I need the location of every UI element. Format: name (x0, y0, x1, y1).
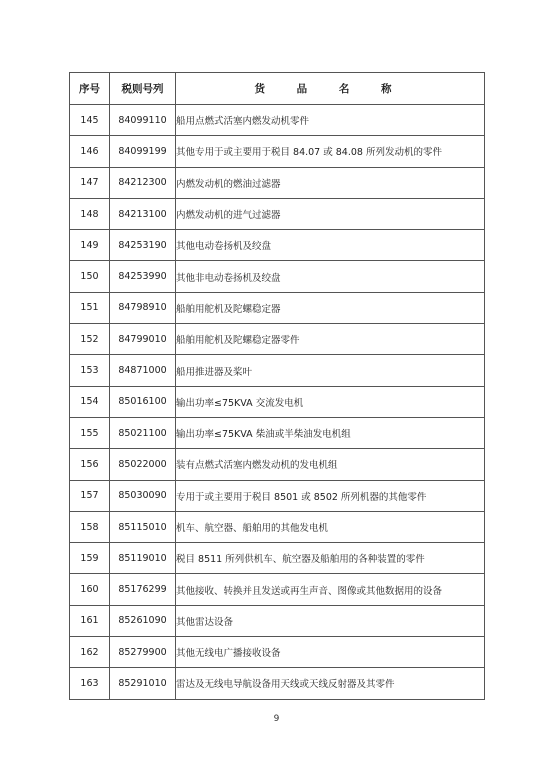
table-row (70, 292, 485, 323)
table-row (70, 230, 485, 261)
row-number: 155 (70, 417, 110, 448)
goods-name: 税目 8511 所列供机车、航空器及船舶用的各种装置的零件 (176, 543, 485, 574)
tariff-code: 84798910 (110, 292, 176, 323)
row-number: 151 (70, 292, 110, 323)
table-row (70, 198, 485, 229)
tariff-code: 84212300 (110, 167, 176, 198)
header-row (70, 73, 485, 105)
table-row (70, 386, 485, 417)
header-no: 序号 (70, 73, 110, 105)
tariff-code: 85016100 (110, 386, 176, 417)
tariff-code: 85022000 (110, 449, 176, 480)
page-number: 9 (273, 714, 280, 724)
table-row (70, 511, 485, 542)
goods-name: 机车、航空器、船舶用的其他发电机 (176, 511, 485, 542)
tariff-code: 85176299 (110, 574, 176, 605)
row-number: 162 (70, 637, 110, 668)
goods-name: 其他电动卷扬机及绞盘 (176, 230, 485, 261)
row-number: 148 (70, 198, 110, 229)
row-number: 163 (70, 668, 110, 699)
row-number: 150 (70, 261, 110, 292)
tariff-table (69, 72, 485, 700)
goods-name: 其他接收、转换并且发送或再生声音、图像或其他数据用的设备 (176, 574, 485, 605)
table-row (70, 574, 485, 605)
table-row (70, 605, 485, 636)
goods-name: 其他无线电广播接收设备 (176, 637, 485, 668)
tariff-code: 85115010 (110, 511, 176, 542)
header-code: 税则号列 (110, 73, 176, 105)
goods-name: 船用点燃式活塞内燃发动机零件 (176, 105, 485, 136)
goods-name: 船舶用舵机及陀螺稳定器零件 (176, 324, 485, 355)
row-number: 158 (70, 511, 110, 542)
row-number: 156 (70, 449, 110, 480)
goods-name: 内燃发动机的燃油过滤器 (176, 167, 485, 198)
row-number: 147 (70, 167, 110, 198)
tariff-code: 84253190 (110, 230, 176, 261)
row-number: 146 (70, 136, 110, 167)
table-row (70, 167, 485, 198)
tariff-code: 84213100 (110, 198, 176, 229)
goods-name: 其他雷达设备 (176, 605, 485, 636)
table-body (70, 105, 485, 700)
goods-name: 内燃发动机的进气过滤器 (176, 198, 485, 229)
tariff-code: 84799010 (110, 324, 176, 355)
row-number: 149 (70, 230, 110, 261)
goods-name: 装有点燃式活塞内燃发动机的发电机组 (176, 449, 485, 480)
row-number: 161 (70, 605, 110, 636)
table-row (70, 105, 485, 136)
tariff-code: 84099199 (110, 136, 176, 167)
goods-name: 输出功率≤75KVA 交流发电机 (176, 386, 485, 417)
header-name: 货 品 名 称 (176, 73, 485, 105)
goods-name: 其他非电动卷扬机及绞盘 (176, 261, 485, 292)
row-number: 157 (70, 480, 110, 511)
tariff-code: 84099110 (110, 105, 176, 136)
goods-name: 专用于或主要用于税目 8501 或 8502 所列机器的其他零件 (176, 480, 485, 511)
table-header (70, 73, 485, 105)
table-row (70, 136, 485, 167)
row-number: 152 (70, 324, 110, 355)
tariff-code: 84871000 (110, 355, 176, 386)
table-row (70, 324, 485, 355)
table-row (70, 480, 485, 511)
row-number: 154 (70, 386, 110, 417)
tariff-code: 85279900 (110, 637, 176, 668)
goods-name: 雷达及无线电导航设备用天线或天线反射器及其零件 (176, 668, 485, 699)
row-number: 145 (70, 105, 110, 136)
table-row (70, 543, 485, 574)
tariff-code: 85119010 (110, 543, 176, 574)
tariff-code: 85261090 (110, 605, 176, 636)
goods-name: 船用推进器及桨叶 (176, 355, 485, 386)
table-row (70, 417, 485, 448)
table-row (70, 668, 485, 699)
table-row (70, 449, 485, 480)
row-number: 159 (70, 543, 110, 574)
goods-name: 其他专用于或主要用于税目 84.07 或 84.08 所列发动机的零件 (176, 136, 485, 167)
tariff-code: 85291010 (110, 668, 176, 699)
tariff-code: 85030090 (110, 480, 176, 511)
tariff-code: 85021100 (110, 417, 176, 448)
table-row (70, 355, 485, 386)
tariff-code: 84253990 (110, 261, 176, 292)
row-number: 153 (70, 355, 110, 386)
row-number: 160 (70, 574, 110, 605)
goods-name: 输出功率≤75KVA 柴油或半柴油发电机组 (176, 417, 485, 448)
goods-name: 船舶用舵机及陀螺稳定器 (176, 292, 485, 323)
table-row (70, 261, 485, 292)
table-row (70, 637, 485, 668)
